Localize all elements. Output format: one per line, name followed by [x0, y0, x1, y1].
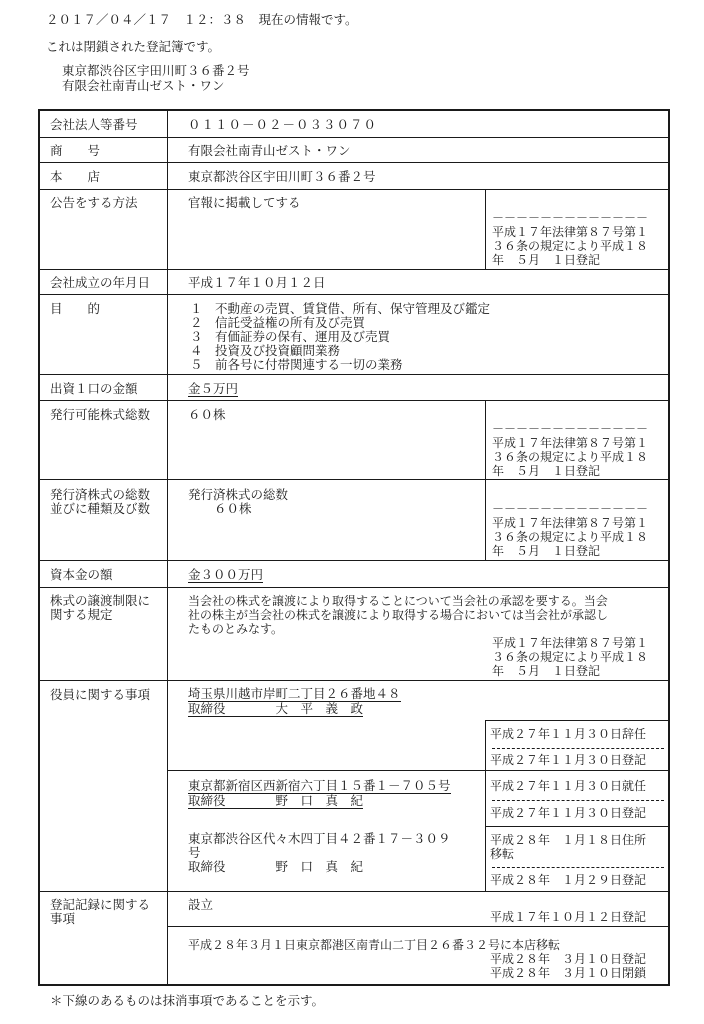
record-move-registered: 平成２８年 ３月１０日登記 [490, 952, 647, 966]
annotation-law-line: 年 ５月 １日登記 [492, 253, 601, 267]
row-divider [39, 479, 669, 480]
annotation-divider [485, 401, 486, 479]
label-issued-shares: 並びに種類及び数 [50, 501, 151, 516]
transfer-text-line: たものとみなす。 [188, 622, 284, 636]
officer-3-role: 取締役 野 口 真 紀 [188, 859, 364, 874]
officer-3-address: 東京都渋谷区代々木四丁目４２番１７－３０９ [188, 831, 451, 846]
record-move-closed: 平成２８年 ３月１０日閉鎖 [490, 966, 647, 980]
officer-event-separator [492, 800, 664, 801]
officer-3-event: 平成２８年 １月１８日住所 [490, 833, 647, 847]
value-corp-number: ０１１０－０２－０３３０７０ [188, 117, 378, 132]
value-issued-shares: ６０株 [214, 501, 252, 516]
annotation-divider [485, 190, 486, 269]
officer-3-event: 平成２８年 １月２９日登記 [490, 873, 647, 887]
value-established: 平成１７年１０月１２日 [188, 275, 326, 290]
annotation-law-line: 平成１７年法律第８７号第１ [492, 516, 649, 530]
label-column-divider [167, 110, 168, 985]
label-authorized-shares: 発行可能株式総数 [50, 407, 151, 422]
annotation-dashes: －－－－－－－－－－－－－ [492, 422, 649, 436]
value-trade-name: 有限会社南青山ゼスト・ワン [188, 143, 351, 158]
annotation-law-line: ３６条の規定により平成１８ [492, 239, 649, 253]
value-head-office: 東京都渋谷区宇田川町３６番２号 [188, 169, 376, 184]
purpose-item: ４ 投資及び投資顧問業務 [190, 343, 341, 358]
record-subrow-divider [168, 926, 669, 927]
label-public-notice: 公告をする方法 [50, 195, 138, 210]
label-purpose: 目 的 [50, 301, 101, 316]
row-divider [39, 560, 669, 561]
annotation-divider [485, 720, 486, 891]
label-trade-name: 商 号 [50, 143, 101, 158]
header-company: 有限会社南青山ゼスト・ワン [62, 78, 225, 93]
value-unit-amount: 金５万円 [188, 381, 239, 396]
label-record: 事項 [50, 911, 76, 926]
record-establish: 設立 [188, 897, 214, 912]
footer-note: ＊下線のあるものは抹消事項であることを示す。 [50, 993, 325, 1008]
value-capital: 金３００万円 [188, 567, 264, 582]
annotation-law-line: 平成１７年法律第８７号第１ [492, 636, 649, 650]
row-divider [39, 269, 669, 270]
purpose-item: ３ 有価証券の保有、運用及び売買 [190, 329, 391, 344]
datetime-line: ２０１７／０４／１７ １２：３８ 現在の情報です。 [46, 12, 358, 27]
officer-1-role: 取締役 大 平 義 政 [188, 701, 364, 716]
label-transfer: 関する規定 [50, 607, 113, 622]
officer-2-event: 平成２７年１１月３０日登記 [490, 806, 647, 820]
row-divider [39, 587, 669, 588]
annotation-law-line: ３６条の規定により平成１８ [492, 450, 649, 464]
row-divider [39, 189, 669, 190]
annotation-law-line: 年 ５月 １日登記 [492, 464, 601, 478]
label-capital: 資本金の額 [50, 567, 113, 582]
officer-subrow-divider [168, 770, 669, 771]
officer-2-event: 平成２７年１１月３０日就任 [490, 779, 647, 793]
purpose-item: ２ 信託受益権の所有及び売買 [190, 315, 366, 330]
officer-3-event: 移転 [490, 847, 515, 861]
officer-1-event: 平成２７年１１月３０日辞任 [490, 727, 647, 741]
officer-subrow-divider [485, 720, 669, 721]
annotation-law-line: 平成１７年法律第８７号第１ [492, 225, 649, 239]
officer-event-separator [492, 867, 664, 868]
officer-event-separator [492, 748, 664, 749]
record-establish-date: 平成１７年１０月１２日登記 [490, 910, 647, 924]
value-issued-shares: 発行済株式の総数 [188, 487, 289, 502]
transfer-text-line: 当会社の株式を譲渡により取得することについて当会社の承認を要する。当会 [188, 594, 608, 608]
row-divider [39, 374, 669, 375]
closed-note: これは閉鎖された登記簿です。 [46, 39, 221, 54]
officer-1-address: 埼玉県川越市岸町二丁目２６番地４８ [188, 686, 401, 701]
label-head-office: 本 店 [50, 169, 101, 184]
annotation-dashes: －－－－－－－－－－－－－ [492, 502, 649, 516]
transfer-text-line: 社の株主が当会社の株式を譲渡により取得する場合においては当会社が承認し [188, 608, 609, 622]
annotation-law-line: 平成１７年法律第８７号第１ [492, 436, 649, 450]
annotation-law-line: ３６条の規定により平成１８ [492, 530, 649, 544]
officer-3-address: 号 [188, 845, 201, 860]
row-divider [39, 891, 669, 892]
annotation-law-line: ３６条の規定により平成１８ [492, 650, 649, 664]
row-divider [39, 294, 669, 295]
record-move: 平成２８年３月１日東京都港区南青山二丁目２６番３２号に本店移転 [188, 938, 561, 952]
row-divider [39, 162, 669, 163]
header-address: 東京都渋谷区宇田川町３６番２号 [62, 63, 250, 78]
officer-subrow-divider [485, 826, 669, 827]
label-established: 会社成立の年月日 [50, 275, 151, 290]
officer-2-role: 取締役 野 口 真 紀 [188, 793, 364, 808]
purpose-item: １ 不動産の売買、賃貸借、所有、保守管理及び鑑定 [190, 301, 491, 316]
label-officers: 役員に関する事項 [50, 687, 151, 702]
annotation-divider [485, 480, 486, 560]
label-transfer: 株式の譲渡制限に [50, 593, 151, 608]
row-divider [39, 400, 669, 401]
officer-1-event: 平成２７年１１月３０日登記 [490, 753, 647, 767]
row-divider [39, 137, 669, 138]
annotation-law-line: 年 ５月 １日登記 [492, 544, 601, 558]
label-unit-amount: 出資１口の金額 [50, 381, 138, 396]
value-public-notice: 官報に掲載してする [188, 195, 301, 210]
label-record: 登記記録に関する [50, 897, 151, 912]
annotation-dashes: －－－－－－－－－－－－－ [492, 211, 649, 225]
purpose-item: ５ 前各号に付帯関連する一切の業務 [190, 357, 403, 372]
value-authorized-shares: ６０株 [188, 407, 226, 422]
row-divider [39, 680, 669, 681]
label-corp-number: 会社法人等番号 [50, 117, 138, 132]
annotation-law-line: 年 ５月 １日登記 [492, 664, 601, 678]
label-issued-shares: 発行済株式の総数 [50, 487, 151, 502]
officer-2-address: 東京都新宿区西新宿六丁目１５番１－７０５号 [188, 778, 451, 793]
